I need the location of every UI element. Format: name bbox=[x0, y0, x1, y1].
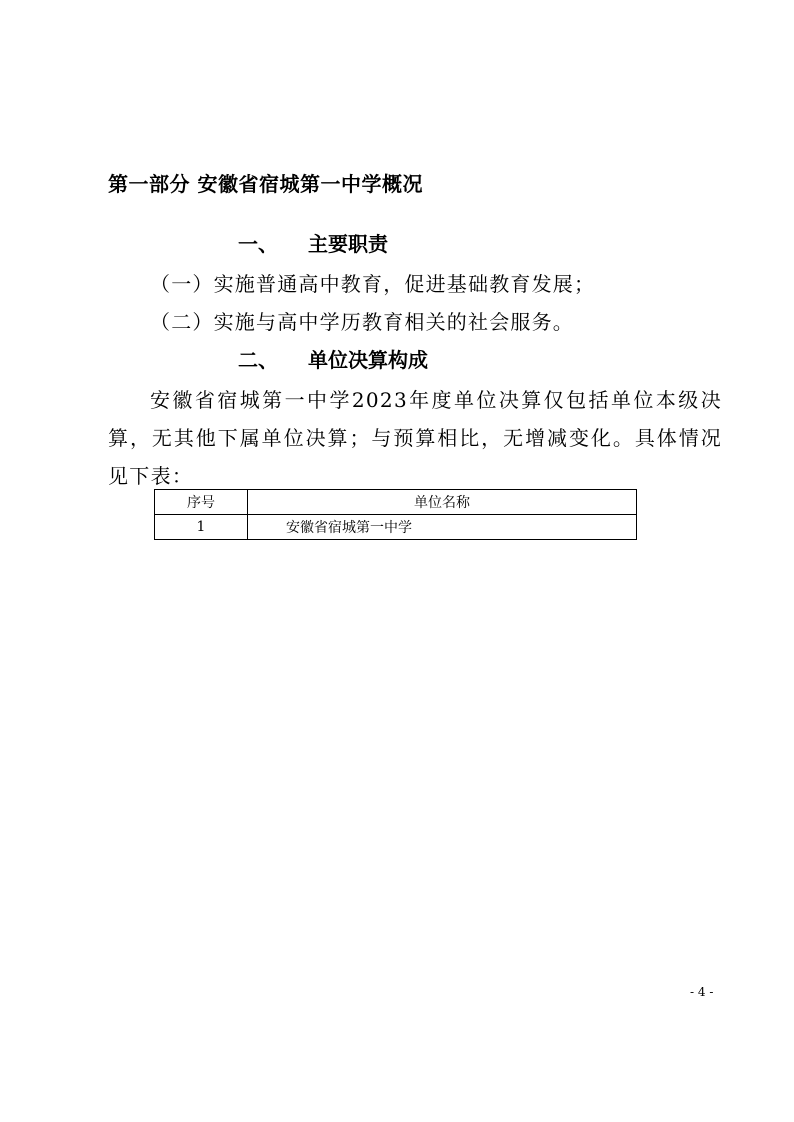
section-title: 单位决算构成 bbox=[308, 348, 428, 372]
table-header-row bbox=[155, 490, 637, 515]
part-title: 第一部分 安徽省宿城第一中学概况 bbox=[108, 172, 423, 196]
unit-table bbox=[154, 489, 637, 540]
duty-item: （一）实施普通高中教育，促进基础教育发展； bbox=[150, 272, 596, 296]
section-heading-duties bbox=[238, 228, 388, 257]
column-header-number: 序号 bbox=[155, 490, 248, 515]
section-heading-composition bbox=[238, 344, 428, 373]
section-number: 二、 bbox=[238, 348, 278, 372]
page-number: - 4 - bbox=[690, 985, 714, 999]
composition-paragraph: 安徽省宿城第一中学2023年度单位决算仅包括单位本级决算，无其他下属单位决算；与预算相比，无增减变化。具体情况见下表： bbox=[108, 388, 722, 488]
section-number: 一、 bbox=[238, 232, 278, 256]
column-header-name: 单位名称 bbox=[248, 490, 637, 515]
section-title: 主要职责 bbox=[308, 232, 388, 256]
cell-unit-name: 安徽省宿城第一中学 bbox=[248, 515, 637, 540]
duty-item: （二）实施与高中学历教育相关的社会服务。 bbox=[150, 310, 574, 334]
table-row bbox=[155, 515, 637, 540]
cell-number: 1 bbox=[155, 515, 248, 540]
